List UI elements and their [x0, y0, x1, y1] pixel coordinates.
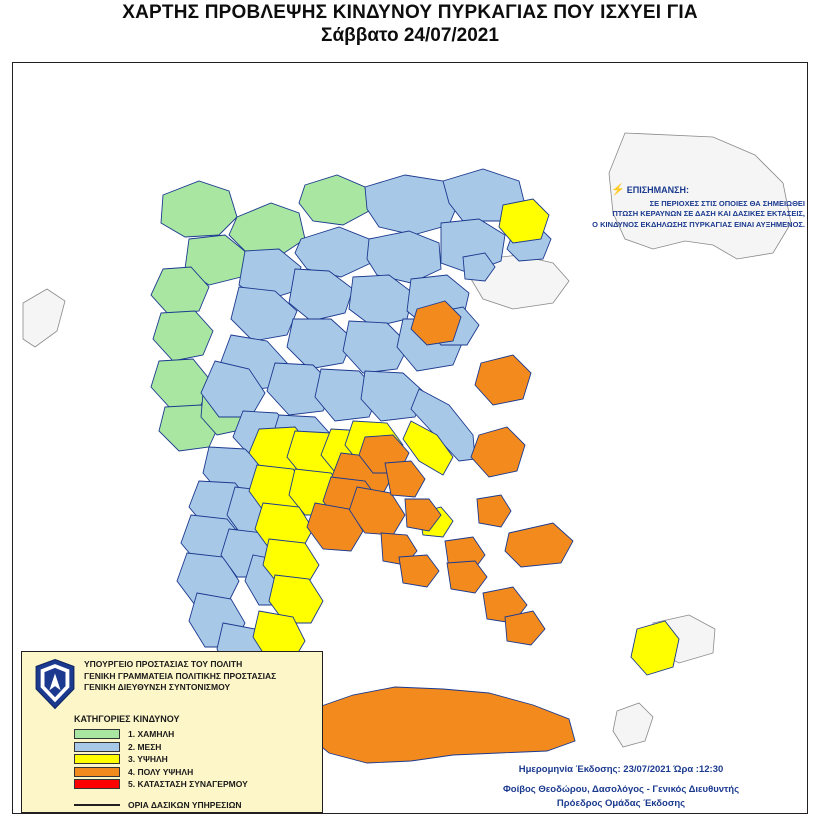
note-block — [543, 185, 805, 230]
organisation-lines — [84, 659, 276, 694]
org-line-2: ΓΕΝΙΚΗ ΓΡΑΜΜΑΤΕΙΑ ΠΟΛΙΤΙΚΗΣ ΠΡΟΣΤΑΣΙΑΣ — [84, 670, 277, 681]
legend-label-high: 3. ΥΨΗΛΗ — [128, 754, 168, 765]
title-line-1: ΧΑΡΤΗΣ ΠΡΟΒΛΕΨΗΣ ΚΙΝΔΥΝΟΥ ΠΥΡΚΑΓΙΑΣ ΠΟΥ ΙΣΧΥΕΙ ΓΙΑ — [122, 2, 698, 23]
legend-swatch-very-high — [74, 767, 120, 777]
org-line-1: ΥΠΟΥΡΓΕΙΟ ΠΡΟΣΤΑΣΙΑΣ ΤΟΥ ΠΟΛΙΤΗ — [84, 659, 243, 669]
legend-label-alarm: 5. ΚΑΤΑΣΤΑΣΗ ΣΥΝΑΓΕΡΜΟΥ — [128, 779, 248, 790]
legend-swatch-alarm — [74, 779, 120, 789]
author-line-2: Πρόεδρος Ομάδας Έκδοσης — [556, 798, 686, 809]
legend-label-very-high: 4. ΠΟΛΥ ΥΨΗΛΗ — [128, 766, 194, 777]
legend-rows — [74, 728, 248, 791]
author-line-1: Φοίβος Θεοδώρου, Δασολόγος - Γενικός Διευθυντής — [502, 784, 740, 795]
page-title — [0, 0, 820, 48]
legend-title: ΚΑΤΗΓΟΡΙΕΣ ΚΙΝΔΥΝΟΥ — [74, 714, 180, 724]
legend-row — [74, 741, 248, 754]
legend-label-medium: 2. ΜΕΣΗ — [128, 741, 162, 752]
credits-block — [443, 763, 799, 811]
note-heading: ⚡ ΕΠΙΣΗΜΑΝΣΗ: — [611, 184, 689, 196]
legend-row — [74, 728, 248, 741]
note-line-2: ΠΤΩΣΗ ΚΕΡΑΥΝΩΝ ΣΕ ΔΑΣΗ ΚΑΙ ΔΑΣΙΚΕΣ ΕΚΤΑΣΕΙΣ, — [612, 209, 805, 218]
legend-panel — [21, 651, 323, 813]
legend-row — [74, 766, 248, 779]
legend-row — [74, 778, 248, 791]
org-line-3: ΓΕΝΙΚΗ ΔΙΕΥΘΥΝΣΗ ΣΥΝΤΟΝΙΣΜΟΥ — [84, 682, 231, 692]
map-frame[interactable] — [12, 62, 808, 814]
legend-swatch-low — [74, 729, 120, 739]
issue-date: Ημερομηνία Έκδοσης: 23/07/2021 Ώρα :12:30 — [518, 764, 724, 775]
legend-boundary-row — [74, 800, 242, 810]
legend-label-boundary: ΟΡΙΑ ΔΑΣΙΚΩΝ ΥΠΗΡΕΣΙΩΝ — [128, 800, 242, 810]
note-body — [543, 199, 805, 231]
legend-label-low: 1. ΧΑΜΗΛΗ — [128, 729, 175, 740]
legend-row — [74, 753, 248, 766]
note-line-1: ΣΕ ΠΕΡΙΟΧΕΣ ΣΤΙΣ ΟΠΟΙΕΣ ΘΑ ΣΗΜΕΙΩΘΕΙ — [649, 198, 805, 208]
title-line-2: Σάββατο 24/07/2021 — [321, 25, 499, 46]
boundary-line-icon — [74, 804, 120, 806]
legend-swatch-medium — [74, 742, 120, 752]
note-line-3: Ο ΚΙΝΔΥΝΟΣ ΕΚΔΗΛΩΣΗΣ ΠΥΡΚΑΓΙΑΣ ΕΙΝΑΙ ΑΥΞΗΜΕΝΟΣ. — [592, 219, 805, 229]
civil-protection-logo-icon — [34, 658, 76, 710]
lightning-bolt-icon: ⚡ — [611, 184, 625, 196]
legend-swatch-high — [74, 754, 120, 764]
